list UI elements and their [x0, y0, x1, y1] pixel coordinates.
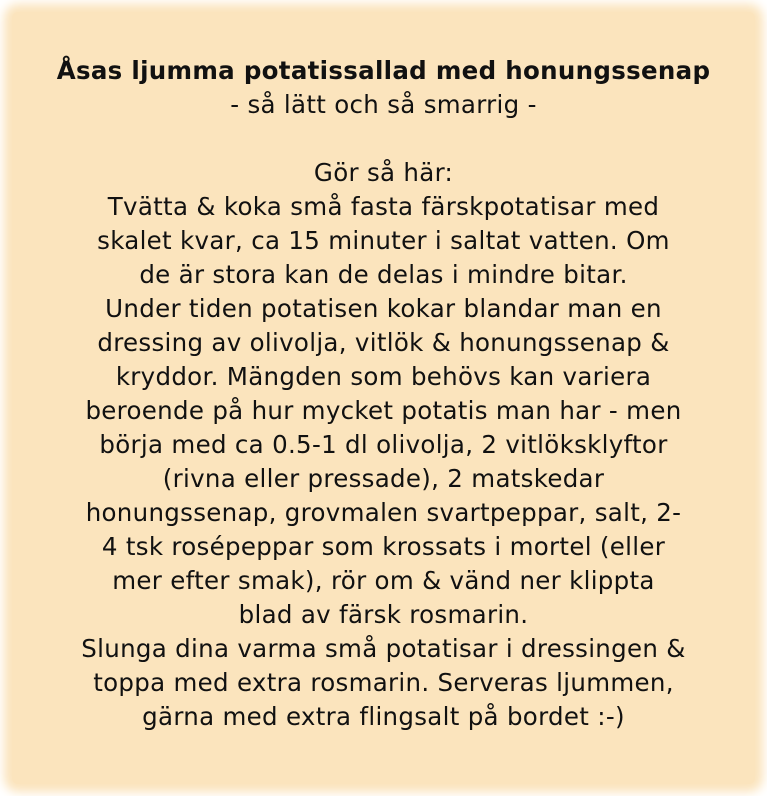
recipe-title: Åsas ljumma potatissallad med honungssenap: [56, 56, 711, 85]
instruction-line: toppa med extra rosmarin. Serveras ljummen,: [93, 668, 674, 697]
instruction-line: de är stora kan de delas i mindre bitar.: [139, 260, 628, 289]
recipe-subtitle: - så lätt och så smarrig -: [230, 90, 537, 119]
instructions-heading: Gör så här:: [313, 158, 454, 187]
instruction-line: börja med ca 0.5-1 dl olivolja, 2 vitlöksklyftor: [99, 430, 668, 459]
instruction-line: Slunga dina varma små potatisar i dressingen &: [81, 634, 686, 663]
instruction-line: blad av färsk rosmarin.: [238, 600, 529, 629]
recipe-card: [12, 12, 755, 784]
instruction-line: skalet kvar, ca 15 minuter i saltat vatten. Om: [97, 226, 670, 255]
instruction-line: Under tiden potatisen kokar blandar man en: [105, 294, 662, 323]
instruction-line: mer efter smak), rör om & vänd ner klippta: [112, 566, 655, 595]
instruction-line: honungssenap, grovmalen svartpeppar, salt, 2-: [85, 498, 682, 527]
instruction-line: kryddor. Mängden som behövs kan variera: [115, 362, 652, 391]
recipe-content: [30, 54, 737, 734]
instruction-line: beroende på hur mycket potatis man har - men: [85, 396, 682, 425]
instruction-line: (rivna eller pressade), 2 matskedar: [162, 464, 605, 493]
instruction-line: dressing av olivolja, vitlök & honungssenap &: [97, 328, 670, 357]
instruction-line: Tvätta & koka små fasta färskpotatisar med: [107, 192, 660, 221]
spacer: [30, 122, 737, 156]
instruction-line: gärna med extra flingsalt på bordet :-): [142, 702, 625, 731]
instruction-line: 4 tsk rosépeppar som krossats i mortel (eller: [101, 532, 666, 561]
